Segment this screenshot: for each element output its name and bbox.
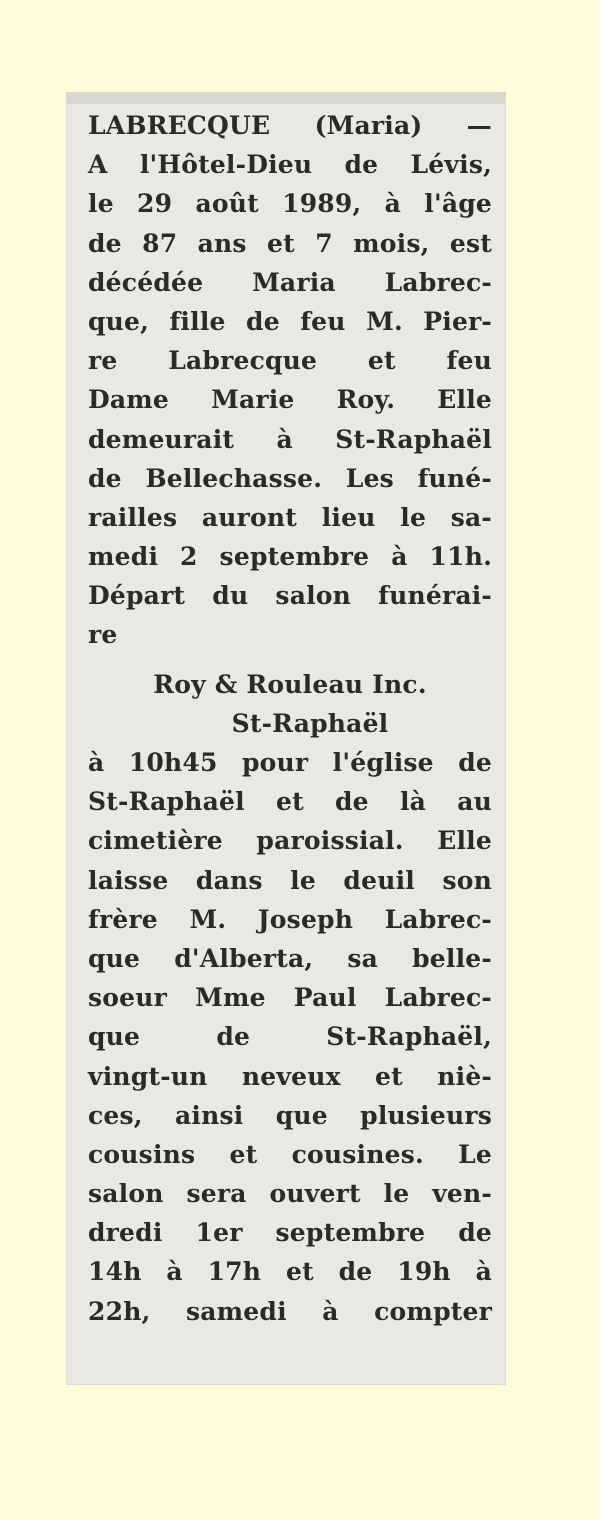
obituary-line: railles auront lieu le sa- xyxy=(88,502,492,532)
obituary-line: laisse dans le deuil son xyxy=(88,865,492,895)
obituary-line: soeur Mme Paul Labrec- xyxy=(88,983,492,1013)
obituary-line: vingt-un neveux et niè- xyxy=(88,1061,492,1091)
obituary-line: que, fille de feu M. Pier- xyxy=(88,306,492,336)
obituary-line: décédée Maria Labrec- xyxy=(88,267,492,297)
obituary-line: re xyxy=(88,620,118,650)
obituary-line: le 29 août 1989, à l'âge xyxy=(88,189,492,219)
funeral-home-location: St-Raphaël xyxy=(231,708,389,738)
obituary-line: A l'Hôtel-Dieu de Lévis, xyxy=(88,150,492,180)
obituary-line: 14h à 17h et de 19h à xyxy=(88,1257,492,1287)
obituary-line: frère M. Joseph Labrec- xyxy=(88,904,492,934)
obituary-line: salon sera ouvert le ven- xyxy=(88,1179,492,1209)
obituary-line: de Bellechasse. Les funé- xyxy=(88,463,492,493)
obituary-line: medi 2 septembre à 11h. xyxy=(88,542,492,572)
obituary-line: dredi 1er septembre de xyxy=(88,1218,492,1248)
obituary-text-column xyxy=(88,106,492,1331)
obituary-line: St-Raphaël et de là au xyxy=(88,787,492,817)
obituary-line: 22h, samedi à compter xyxy=(88,1296,492,1326)
obituary-line: de 87 ans et 7 mois, est xyxy=(88,228,492,258)
obituary-line: que de St-Raphaël, xyxy=(88,1022,492,1052)
funeral-home-name: Roy & Rouleau Inc. xyxy=(153,669,427,699)
obituary-line: Dame Marie Roy. Elle xyxy=(88,385,492,415)
obituary-line: cousins et cousines. Le xyxy=(88,1139,492,1169)
obituary-line: cimetière paroissial. Elle xyxy=(88,826,492,856)
obituary-line: demeurait à St-Raphaël xyxy=(88,424,492,454)
obituary-line: re Labrecque et feu xyxy=(88,346,492,376)
obituary-line: à 10h45 pour l'église de xyxy=(88,748,492,777)
obituary-line: Départ du salon funérai- xyxy=(88,581,492,611)
obituary-line: ces, ainsi que plusieurs xyxy=(88,1100,492,1130)
obituary-line: LABRECQUE (Maria) — xyxy=(88,111,492,140)
obituary-line: que d'Alberta, sa belle- xyxy=(88,943,492,973)
